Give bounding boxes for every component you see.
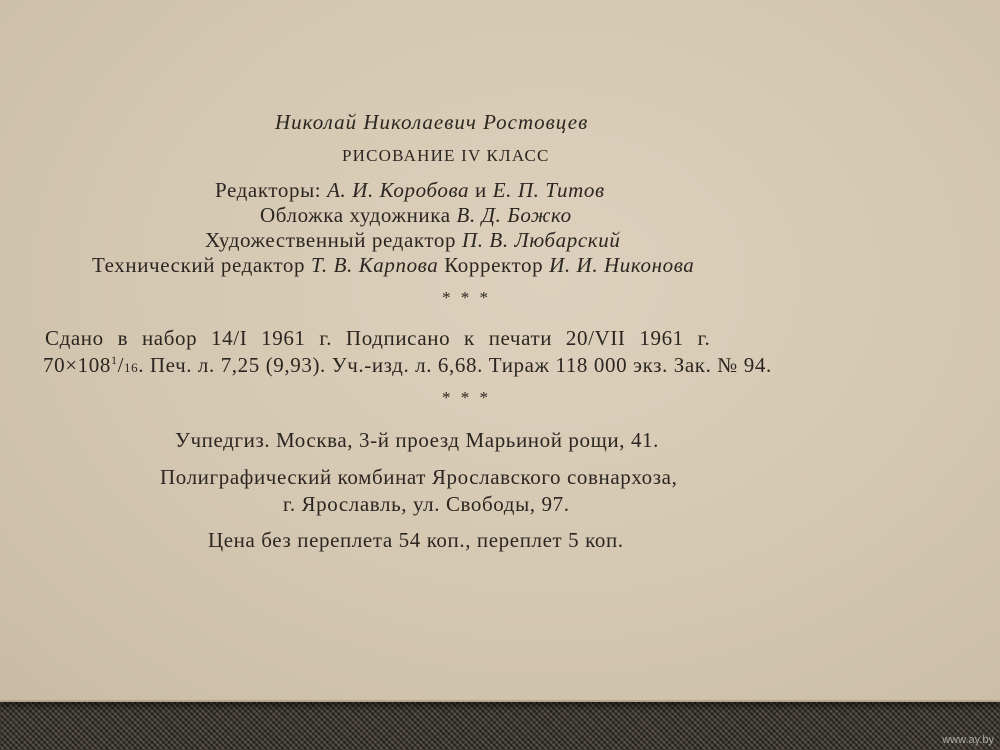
tech-editor-label: Технический редактор [92, 253, 306, 277]
corrector: И. И. Никонова [549, 253, 695, 277]
art-editor-line [205, 228, 620, 253]
separator-2: * * * [442, 388, 491, 407]
cover-artist: В. Д. Божко [456, 203, 572, 227]
typeset-line: Сдано в набор 14/I 1961 г. Подписано к печати 20/VII 1961 г. [45, 326, 711, 350]
tech-editor: Т. В. Карпова [310, 253, 439, 277]
price-line: Цена без переплета 54 коп., переплет 5 коп. [208, 528, 624, 552]
format-details: . Печ. л. 7,25 (9,93). Уч.-изд. л. 6,68. Тираж 118 000 экз. Зак. № 94. [138, 353, 772, 377]
watermark: www.ay.by [942, 734, 994, 746]
art-editor-label: Художественный редактор [205, 228, 457, 252]
tech-editor-line [92, 253, 694, 278]
editors-label: Редакторы: [215, 178, 322, 202]
editor-1: А. И. Коробова [327, 178, 470, 202]
publisher-line: Учпедгиз. Москва, 3-й проезд Марьиной рощи, 41. [175, 428, 659, 452]
editors-line [215, 178, 605, 203]
book-title: РИСОВАНИЕ IV КЛАСС [342, 146, 550, 165]
separator-1: * * * [442, 288, 491, 307]
cover-label: Обложка художника [260, 203, 451, 227]
format-sub: 16 [124, 360, 139, 375]
cover-line [260, 203, 572, 228]
printer-line-2: г. Ярославль, ул. Свободы, 97. [283, 492, 570, 516]
and-word: и [474, 178, 487, 202]
format-line [43, 353, 772, 378]
corrector-label: Корректор [444, 253, 544, 277]
printer-line-1: Полиграфический комбинат Ярославского совнархоза, [160, 465, 678, 489]
art-editor: П. В. Любарский [461, 228, 621, 252]
format-a: 70×108 [43, 353, 111, 377]
author-name: Николай Николаевич Ростовцев [275, 110, 589, 134]
format-b: / [117, 353, 124, 377]
format-sup: 1 [110, 353, 118, 367]
editor-2: Е. П. Титов [492, 178, 605, 202]
